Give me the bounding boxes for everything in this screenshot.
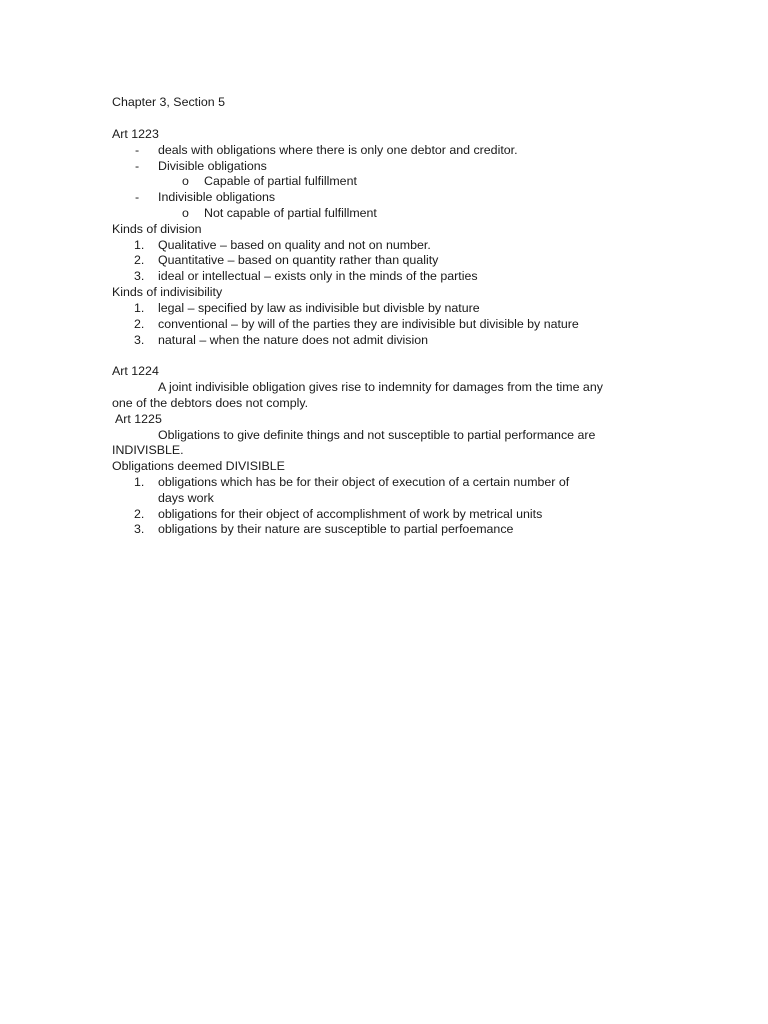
art-1223-subbullet: Not capable of partial fulfillment [204, 206, 377, 220]
art-1224-paragraph-line: one of the debtors does not comply. [112, 396, 309, 410]
bullet-circle: o [182, 206, 189, 220]
list-number: 2. [134, 507, 145, 521]
art-1223-bullet: Indivisible obligations [158, 190, 276, 204]
indivisibility-item: natural – when the nature does not admit division [158, 333, 429, 347]
division-item: ideal or intellectual – exists only in the minds of the parties [158, 269, 478, 283]
kinds-of-division-heading: Kinds of division [112, 222, 202, 236]
art-1223-heading: Art 1223 [112, 127, 159, 141]
art-1223-bullet: Divisible obligations [158, 159, 267, 173]
divisible-item: obligations for their object of accomplishment of work by metrical units [158, 507, 543, 521]
divisible-item-continuation: days work [158, 491, 214, 505]
bullet-dash: - [135, 143, 140, 157]
list-number: 3. [134, 333, 145, 347]
art-1224-paragraph-line: A joint indivisible obligation gives rise to indemnity for damages from the time any [158, 380, 603, 394]
list-number: 1. [134, 238, 145, 252]
indivisibility-item: conventional – by will of the parties they are indivisible but divisible by nature [158, 317, 579, 331]
division-item: Quantitative – based on quantity rather than quality [158, 253, 439, 267]
divisible-item: obligations which has be for their object of execution of a certain number of [158, 475, 570, 489]
list-number: 3. [134, 522, 145, 536]
bullet-circle: o [182, 174, 189, 188]
division-item: Qualitative – based on quality and not on number. [158, 238, 431, 252]
deemed-divisible-heading: Obligations deemed DIVISIBLE [112, 459, 285, 473]
art-1225-paragraph-line: INDIVISBLE. [112, 443, 184, 457]
indivisibility-item: legal – specified by law as indivisible but divisble by nature [158, 301, 480, 315]
art-1223-bullet: deals with obligations where there is only one debtor and creditor. [158, 143, 518, 157]
kinds-of-indivisibility-heading: Kinds of indivisibility [112, 285, 223, 299]
art-1225-paragraph-line: Obligations to give definite things and not susceptible to partial performance are [158, 428, 596, 442]
list-number: 3. [134, 269, 145, 283]
list-number: 1. [134, 301, 145, 315]
bullet-dash: - [135, 190, 140, 204]
art-1223-subbullet: Capable of partial fulfillment [204, 174, 357, 188]
divisible-item: obligations by their nature are susceptible to partial perfoemance [158, 522, 514, 536]
list-number: 2. [134, 317, 145, 331]
art-1225-heading: Art 1225 [115, 412, 162, 426]
art-1224-heading: Art 1224 [112, 364, 159, 378]
bullet-dash: - [135, 159, 140, 173]
list-number: 2. [134, 253, 145, 267]
document-title: Chapter 3, Section 5 [112, 95, 225, 109]
list-number: 1. [134, 475, 145, 489]
